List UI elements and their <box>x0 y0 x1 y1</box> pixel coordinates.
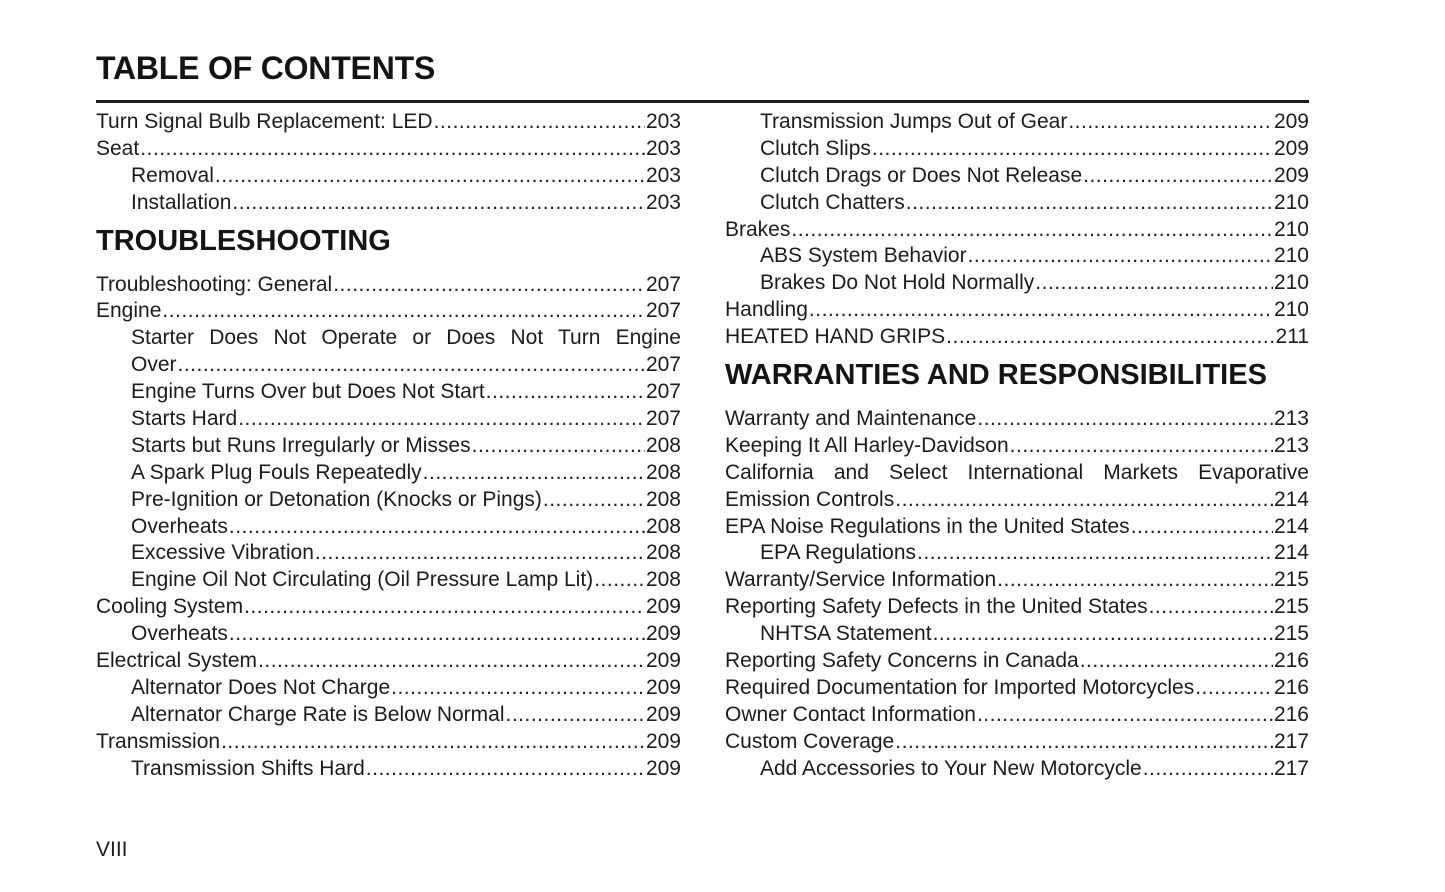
toc-entry-page-number: 209 <box>645 675 681 699</box>
dot-leader <box>506 702 645 729</box>
toc-entry-overheats[interactable] <box>96 621 681 648</box>
toc-entry-label: Pre-Ignition or Detonation (Knocks or Pings) <box>131 487 542 511</box>
toc-entry-label: Custom Coverage <box>725 729 895 753</box>
dot-leader <box>333 272 645 299</box>
toc-entry-transmission-jumps-out-of-gear[interactable] <box>725 109 1309 136</box>
toc-entry-page-number: 215 <box>1273 622 1309 646</box>
toc-entry-pre-ignition-or-detonation-knocks-or-pings[interactable] <box>96 487 681 514</box>
toc-entry-brakes[interactable] <box>725 217 1309 244</box>
toc-entry-label: Required Documentation for Imported Motorcycles <box>725 675 1195 699</box>
dot-leader <box>229 514 645 541</box>
dot-leader <box>423 460 645 487</box>
toc-entry-page-number: 210 <box>1273 271 1309 295</box>
toc-entry-warranty-service-information[interactable] <box>725 567 1309 594</box>
dot-leader <box>434 109 645 136</box>
toc-entry-electrical-system[interactable] <box>96 648 681 675</box>
dot-leader <box>238 406 645 433</box>
toc-entry-label: Over <box>131 353 177 377</box>
toc-entry-page-number: 207 <box>645 299 681 323</box>
toc-entry-page-number: 215 <box>1273 595 1309 619</box>
toc-entry-page-number: 209 <box>645 702 681 726</box>
toc-entry-transmission-shifts-hard[interactable] <box>96 756 681 783</box>
toc-entry-overheats[interactable] <box>96 514 681 541</box>
toc-entry-label: Removal <box>131 163 214 187</box>
toc-entry-engine-oil-not-circulating-oil-pressure-lamp-lit[interactable] <box>96 567 681 594</box>
dot-leader <box>809 297 1273 324</box>
toc-entry-custom-coverage[interactable] <box>725 729 1309 756</box>
toc-entry-alternator-does-not-charge[interactable] <box>96 675 681 702</box>
dot-leader <box>232 190 645 217</box>
toc-entry-page-number: 214 <box>1273 487 1309 511</box>
toc-entry-page-number: 209 <box>1273 163 1309 187</box>
toc-entry-page-number: 207 <box>645 380 681 404</box>
dot-leader <box>906 190 1273 217</box>
dot-leader <box>1035 270 1273 297</box>
toc-entry-label: Reporting Safety Concerns in Canada <box>725 649 1079 673</box>
toc-entry-excessive-vibration[interactable] <box>96 540 681 567</box>
toc-entry-clutch-drags-or-does-not-release[interactable] <box>725 163 1309 190</box>
dot-leader <box>178 352 645 379</box>
dot-leader <box>933 621 1273 648</box>
toc-entry-label: Add Accessories to Your New Motorcycle <box>760 756 1142 780</box>
toc-entry-nhtsa-statement[interactable] <box>725 621 1309 648</box>
toc-entry-label: Starts but Runs Irregularly or Misses <box>131 433 471 457</box>
toc-entry-engine[interactable] <box>96 298 681 325</box>
toc-entry-label: EPA Noise Regulations in the United States <box>725 514 1130 538</box>
toc-entry-label: A Spark Plug Fouls Repeatedly <box>131 460 422 484</box>
toc-entry-required-documentation-for-imported-motorcycles[interactable] <box>725 675 1309 702</box>
toc-entry-page-number: 207 <box>645 407 681 431</box>
toc-entry-label: Reporting Safety Defects in the United States <box>725 595 1148 619</box>
toc-entry-label: HEATED HAND GRIPS <box>725 325 946 349</box>
dot-leader <box>895 729 1273 756</box>
toc-entry-label: Engine <box>96 299 162 323</box>
toc-entry-label: EPA Regulations <box>760 541 917 565</box>
toc-entry-engine-turns-over-but-does-not-start[interactable] <box>96 379 681 406</box>
toc-entry-starter-does-not-operate-or-does-not-turn-engine[interactable] <box>96 325 681 352</box>
toc-entry-page-number: 208 <box>645 487 681 511</box>
dot-leader <box>872 136 1273 163</box>
toc-entry-label: Excessive Vibration <box>131 541 314 565</box>
dot-leader <box>1131 514 1273 541</box>
toc-entry-over[interactable] <box>96 352 681 379</box>
toc-entry-clutch-chatters[interactable] <box>725 190 1309 217</box>
toc-entry-page-number: 210 <box>1273 190 1309 214</box>
dot-leader <box>543 487 645 514</box>
dot-leader <box>968 243 1273 270</box>
toc-entry-label: Engine Turns Over but Does Not Start <box>131 380 485 404</box>
toc-entry-owner-contact-information[interactable] <box>725 702 1309 729</box>
toc-entry-page-number: 217 <box>1273 729 1309 753</box>
dot-leader <box>391 675 645 702</box>
toc-entry-page-number: 209 <box>1273 136 1309 160</box>
toc-entry-label: Alternator Charge Rate is Below Normal <box>131 702 505 726</box>
toc-entry-label: Starts Hard <box>131 407 238 431</box>
toc-entry-turn-signal-bulb-replacement-led[interactable] <box>96 109 681 136</box>
toc-entry-removal[interactable] <box>96 163 681 190</box>
dot-leader <box>946 324 1274 351</box>
toc-entry-label: Troubleshooting: General <box>96 272 333 296</box>
toc-entry-a-spark-plug-fouls-repeatedly[interactable] <box>96 460 681 487</box>
toc-entry-alternator-charge-rate-is-below-normal[interactable] <box>96 702 681 729</box>
toc-entry-label: Cooling System <box>96 595 244 619</box>
toc-entry-label: Transmission <box>96 729 221 753</box>
toc-entry-page-number: 207 <box>645 353 681 377</box>
dot-leader <box>215 163 645 190</box>
toc-entry-page-number: 208 <box>645 460 681 484</box>
toc-entry-epa-regulations[interactable] <box>725 540 1309 567</box>
toc-entry-label: Overheats <box>131 514 228 538</box>
toc-entry-label: ABS System Behavior <box>760 244 967 268</box>
toc-entry-page-number: 209 <box>1273 110 1309 133</box>
dot-leader <box>895 487 1273 514</box>
toc-entry-clutch-slips[interactable] <box>725 136 1309 163</box>
toc-entry-label: Transmission Jumps Out of Gear <box>760 110 1068 133</box>
toc-entry-warranty-and-maintenance[interactable] <box>725 406 1309 433</box>
toc-entry-label: Brakes <box>725 217 791 241</box>
toc-entry-page-number: 208 <box>645 433 681 457</box>
toc-entry-installation[interactable] <box>96 190 681 217</box>
toc-entry-page-number: 211 <box>1275 325 1309 349</box>
toc-entry-page-number: 214 <box>1273 514 1309 538</box>
dot-leader <box>221 729 645 756</box>
toc-entry-label: Clutch Slips <box>760 136 871 160</box>
toc-entry-label: Overheats <box>131 622 228 646</box>
toc-entry-page-number: 209 <box>645 649 681 673</box>
toc-entry-page-number: 203 <box>645 110 681 133</box>
toc-entry-starts-hard[interactable] <box>96 406 681 433</box>
toc-entry-label: Electrical System <box>96 649 258 673</box>
toc-entry-label: Handling <box>725 298 808 322</box>
dot-leader <box>1149 594 1273 621</box>
toc-entry-label: Starter Does Not Operate or Does Not Turn Engine <box>131 326 681 350</box>
dot-leader <box>1068 109 1273 136</box>
toc-entry-label: Emission Controls <box>725 487 895 511</box>
toc-entry-label: Engine Oil Not Circulating (Oil Pressure Lamp Lit) <box>131 568 594 592</box>
toc-entry-cooling-system[interactable] <box>96 594 681 621</box>
toc-entry-page-number: 209 <box>645 756 681 780</box>
dot-leader <box>140 136 645 163</box>
dot-leader <box>977 702 1273 729</box>
dot-leader <box>162 298 645 325</box>
toc-entry-starts-but-runs-irregularly-or-misses[interactable] <box>96 433 681 460</box>
toc-entry-label: NHTSA Statement <box>760 622 932 646</box>
dot-leader <box>229 621 645 648</box>
toc-entry-troubleshooting-general[interactable] <box>96 272 681 299</box>
dot-leader <box>1143 756 1273 783</box>
dot-leader <box>258 648 645 675</box>
toc-entry-label: Warranty and Maintenance <box>725 407 977 431</box>
toc-entry-label: Alternator Does Not Charge <box>131 675 391 699</box>
toc-entry-label: Warranty/Service Information <box>725 568 997 592</box>
toc-entry-label: Brakes Do Not Hold Normally <box>760 271 1035 295</box>
toc-entry-page-number: 203 <box>645 163 681 187</box>
toc-entry-transmission[interactable] <box>96 729 681 756</box>
dot-leader <box>791 217 1273 244</box>
toc-entry-handling[interactable] <box>725 297 1309 324</box>
toc-entry-emission-controls[interactable] <box>725 487 1309 514</box>
toc-entry-page-number: 208 <box>645 514 681 538</box>
dot-leader <box>594 567 645 594</box>
toc-entry-page-number: 215 <box>1273 568 1309 592</box>
toc-entry-label: Seat <box>96 136 140 160</box>
toc-entry-page-number: 216 <box>1273 675 1309 699</box>
toc-entry-label: Keeping It All Harley-Davidson <box>725 433 1009 457</box>
toc-entry-label: Turn Signal Bulb Replacement: LED <box>96 110 433 133</box>
toc-entry-epa-noise-regulations-in-the-united-states[interactable] <box>725 514 1309 541</box>
toc-entry-label: Clutch Chatters <box>760 190 905 214</box>
toc-entry-reporting-safety-concerns-in-canada[interactable] <box>725 648 1309 675</box>
toc-entry-page-number: 213 <box>1273 407 1309 431</box>
section-heading-troubleshooting: TROUBLESHOOTING <box>96 224 391 257</box>
toc-entry-page-number: 208 <box>645 568 681 592</box>
toc-entry-page-number: 209 <box>645 595 681 619</box>
toc-entry-seat[interactable] <box>96 136 681 163</box>
toc-entry-page-number: 209 <box>645 622 681 646</box>
toc-entry-brakes-do-not-hold-normally[interactable] <box>725 270 1309 297</box>
toc-entry-abs-system-behavior[interactable] <box>725 243 1309 270</box>
toc-right-column <box>725 109 1309 782</box>
page-number: VIII <box>96 838 128 861</box>
dot-leader <box>472 433 645 460</box>
dot-leader <box>366 756 645 783</box>
dot-leader <box>997 567 1273 594</box>
dot-leader <box>486 379 645 406</box>
toc-entry-page-number: 217 <box>1273 756 1309 780</box>
toc-entry-page-number: 209 <box>645 729 681 753</box>
section-heading-warranties-and-responsibilities: WARRANTIES AND RESPONSIBILITIES <box>725 359 1267 392</box>
toc-entry-label: Owner Contact Information <box>725 702 976 726</box>
toc-entry-california-and-select-international-markets-evaporative[interactable] <box>725 460 1309 487</box>
toc-entry-reporting-safety-defects-in-the-united-states[interactable] <box>725 594 1309 621</box>
dot-leader <box>1083 163 1273 190</box>
toc-entry-label: Clutch Drags or Does Not Release <box>760 163 1083 187</box>
toc-entry-heated-hand-grips[interactable] <box>725 324 1309 351</box>
toc-entry-page-number: 216 <box>1273 702 1309 726</box>
toc-left-column <box>96 109 681 782</box>
page-title: TABLE OF CONTENTS <box>96 50 436 86</box>
dot-leader <box>1010 433 1273 460</box>
toc-entry-page-number: 210 <box>1273 244 1309 268</box>
toc-entry-page-number: 214 <box>1273 541 1309 565</box>
toc-entry-page-number: 216 <box>1273 649 1309 673</box>
dot-leader <box>977 406 1273 433</box>
dot-leader <box>1195 675 1273 702</box>
toc-entry-keeping-it-all-harley-davidson[interactable] <box>725 433 1309 460</box>
dot-leader <box>244 594 645 621</box>
toc-entry-page-number: 207 <box>645 272 681 296</box>
dot-leader <box>315 540 645 567</box>
toc-entry-page-number: 210 <box>1273 298 1309 322</box>
toc-entry-label: Installation <box>131 190 232 214</box>
toc-entry-label: Transmission Shifts Hard <box>131 756 365 780</box>
toc-entry-page-number: 203 <box>645 190 681 214</box>
toc-entry-page-number: 213 <box>1273 433 1309 457</box>
toc-entry-label: California and Select International Markets Evaporative <box>725 460 1309 484</box>
toc-entry-add-accessories-to-your-new-motorcycle[interactable] <box>725 756 1309 783</box>
toc-entry-page-number: 203 <box>645 136 681 160</box>
toc-entry-page-number: 210 <box>1273 217 1309 241</box>
toc-entry-page-number: 208 <box>645 541 681 565</box>
dot-leader <box>1080 648 1273 675</box>
title-rule <box>96 100 1309 103</box>
dot-leader <box>917 540 1273 567</box>
